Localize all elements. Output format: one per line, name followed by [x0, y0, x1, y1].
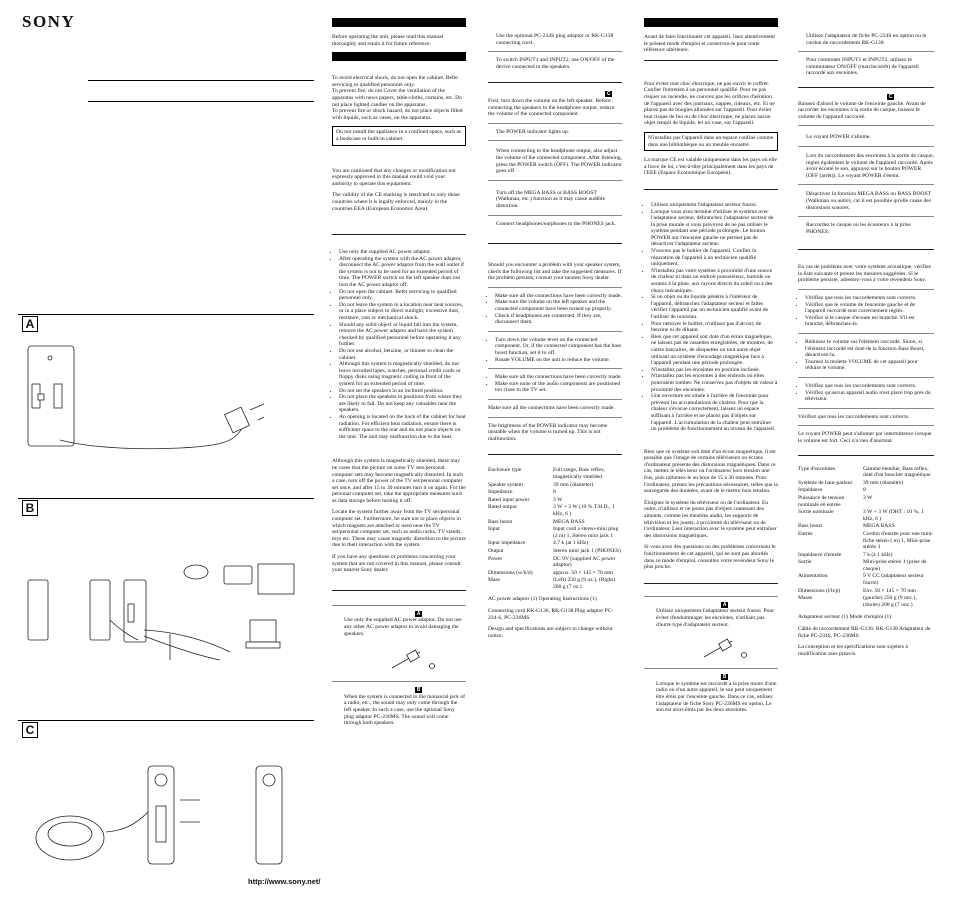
fr-connection-rule: [644, 583, 778, 584]
figure-b-connections: [20, 560, 310, 670]
fr-precaution-item: • Utilisez uniquement l'adaptateur secteur fourni.: [651, 202, 778, 209]
fr-spec-row: Impédance d'entrée 7 k (à 1 kHz): [798, 551, 893, 558]
fr-spec-row: Type d'enceintes Gamme étendue, Bass reflex, doté d'un bouclier magnétique: [798, 465, 931, 479]
fr-install-notice: N'installez pas l'appareil dans un espace confiné comme dans une bibliothèque ou un meuble encastré.: [644, 132, 778, 151]
fr-spec-row: Puissance de tension nominale en entrée 3 W: [798, 494, 873, 508]
en-op-rule: [488, 140, 622, 141]
section-a-rule: [18, 314, 314, 315]
fr-ref-c-tag: C: [888, 93, 893, 100]
section-b-marker: B: [22, 500, 38, 516]
en-spec-row: Dimensions (w/h/d) approx. 50 × 145 × 70 mm: [488, 569, 613, 576]
fr-trouble-intro: En cas de problème avec votre système acoustique, vérifiez la liste suivante et prenez les mesures suggérées. Si le problème persiste, adressez-vous à votre revendeur Sony.: [798, 264, 932, 284]
en-connection-subrule: [332, 605, 466, 606]
plug-adaptor-icon: [332, 642, 466, 676]
fr-spec-row: Masse (gauche) 250 g (9 onc.), (droite) 200 g (7 onc.): [798, 595, 917, 608]
en-precaution-item: • Do not open the cabinet. Refer servicing to qualified personnel only.: [339, 289, 466, 302]
en-trouble-rule: [488, 331, 622, 332]
en-switch-rule: [488, 51, 622, 52]
fr-ref-b-tag: B: [722, 674, 727, 681]
fr-op-3: Lors du raccordement des enceintes à la sortie de casque, réglez également le volume de l'appareil raccordé. Après avoir écouté le son, appuyez sur le bouton POWER (OFF (arrêt)). Le voyant POWER s'éteint.: [806, 152, 934, 179]
fr-connection-subrule: [644, 596, 778, 597]
fr-ce-note: La marque CE est valable uniquement dans les pays où elle a force de loi, c'est-à-dire principalement dans les pays de l'EEE (Espace Economique Européen).: [644, 157, 777, 177]
en-precaution-item: • Do not set the speakers in an inclined position.: [339, 388, 466, 395]
en-precautions-rule: [332, 234, 466, 235]
fr-switch-rule: [798, 51, 934, 52]
en-warn-3: To prevent fire or shock hazard, do not place objects filled with liquids, such as vases, on the apparatus.: [332, 108, 463, 121]
fr-precautions-list: [644, 202, 778, 433]
en-spec-row: Power DC 9V (supplied AC power adaptor): [488, 555, 616, 569]
fr-op-1: Baissez d'abord le volume de l'enceinte gauche. Avant de raccorder les enceintes à la sortie de casque, baissez le volume de l'appareil raccordé.: [798, 100, 926, 120]
en-trouble-item: • Turn down the volume level on the connected component. Or, if the connected component has the bass boost function, set it to off.: [495, 337, 622, 357]
section-c-rule: [18, 720, 314, 721]
fr-supplied: Adaptateur secteur (1) Mode d'emploi (1): [798, 614, 892, 621]
en-precaution-item: • An opening is located on the back of the cabinet for heat radiation. For efficient heat radiation, ensure there is sufficient space to the rear and do not place objects on the unit. The unit may malfunction due to the heat.: [339, 414, 466, 440]
en-op-4: Turn off the MEGA BASS or BASS BOOST (Walkman, etc.) function as it may cause audible distortion.: [496, 189, 606, 209]
fr-trouble-item: • Réduisez le volume sur l'élément raccordé. Sinon, si l'élément raccordé est doté de la fonction Bass Boost, désactivez-la.: [805, 339, 934, 359]
en-op-2: The POWER indicator lights up.: [496, 128, 570, 135]
en-mono-rule: [332, 681, 466, 682]
en-op-1: First, turn down the volume on the left speaker. Before connecting the speakers to the headphone output, reduce the volume of the connected component.: [488, 97, 615, 118]
en-trouble-list-3: [488, 374, 622, 394]
en-connection-rule: [332, 590, 466, 591]
section-b-rule: [18, 498, 314, 499]
en-spec-row: Rated input power 3 W: [488, 496, 563, 503]
fr-tv-1: Bien que ce système soit doté d'un écran magnétique, il est possible que l'image de certains téléviseurs ou écrans d'ordinateur présente des distorsions magnétiques. Dans ce cas, mettez le téléviseur ou l'ordinateur hors tension une fois, puis rallumez-le au bout de 15 à 30 minutes. Pour l'ordinateur, prenez les précautions nécessaires, telles que la sauvegarde des données, avant de le mettre hors tension.: [644, 448, 778, 495]
en-tv-2: Locate the system further away from the TV set/personal computer set. Furthermore, be sure not to place objects in which magnets are attached or used near the TV set/personal computer set, such as audio racks, TV stands, toys etc. These may cause magnetic distortion to the picture due to their interaction with the system.: [332, 509, 466, 549]
en-caution-1: You are cautioned that any changes or modification not expressly approved in this manual could void your authority to operate this equipment.: [332, 167, 456, 187]
en-supplied: AC power adaptor (1) Operating Instructions (1): [488, 596, 597, 603]
fr-trouble-rule: [798, 377, 934, 378]
fr-precaution-item: • Pour nettoyer le boîtier, n'utilisez pas d'alcool, de benzine ni de diluant.: [651, 321, 778, 334]
fr-operation-rule: [798, 87, 934, 88]
fr-precaution-item: • N'installez pas votre système à proximité d'une source de chaleur ni dans un endroit poussiéreux, humide ou soumis à la pluie, aux rayons directs du soleil ou à des chocs mécaniques.: [651, 268, 778, 294]
en-mono-note: When the system is connected to the monaural jack of a radio, etc., the sound may only come through the left speaker. In such a case, use the optional Sony plug adaptor PC-236MS. The sound will come through both speakers.: [344, 693, 466, 727]
fr-trouble-list-2: [798, 339, 934, 372]
en-trouble-rule: [488, 399, 622, 400]
fr-mono-note: Lorsque le système est raccordé à la prise mono d'une radio ou d'un autre appareil, le son peut uniquement être émis par l'enceinte gauche. Dans ce cas, utilisez l'adaptateur de fiche Sony PC-236MS en option. Le son est alors émis par les deux enceintes.: [656, 680, 777, 714]
en-trouble-item: • Make sure all the connections have been correctly made.: [495, 293, 622, 300]
fr-optional: Câble de raccordement RK-G136, RK-G138 Adaptateur de fiche PC-234S, PC-236MS: [798, 626, 931, 639]
fr-precaution-item: • Lorsque vous avez terminé d'utiliser le système avec l'adaptateur secteur, débranchez l'adaptateur secteur de la prise murale si vous prévoyez de ne pas utiliser le système pendant une période prolongée. Le bouton POWER sur l'enceinte gauche ne permet pas de désactiver l'adaptateur secteur.: [651, 209, 778, 249]
fr-trouble-5: Le voyant POWER peut s'allumer par intermittence lorsque le volume est fort. Ceci n'a rien d'anormal.: [798, 431, 932, 444]
ref-a-tag: A: [416, 610, 421, 617]
en-trouble-intro: Should you encounter a problem with your speaker system, check the following list and take the suggested measures. If the problem persists, consult your nearest Sony dealer.: [488, 262, 622, 282]
fr-precaution-item: • Bien que cet appareil soit doté d'un écran magnétique, ne laissez pas de cassettes enregistrées, de montres, de cartes bancaires, de disquettes ou tout autre objet utilisant un système d'encodage magnétique face à l'appareil pendant une période prolongée.: [651, 334, 778, 367]
en-trouble-item: • Make sure all the connections have been correctly made.: [495, 374, 622, 381]
en-op-rule: [488, 215, 622, 216]
en-troubleshooting-rule: [488, 243, 622, 244]
en-intro: Before operating the unit, please read this manual thoroughly and retain it for future reference.: [332, 34, 444, 47]
english-column-2: [488, 0, 622, 644]
fr-trouble-item: • Vérifiez que le volume de l'enceinte gauche et de l'appareil raccordé sont correctement réglés.: [805, 302, 934, 315]
section-c-marker: C: [22, 722, 38, 738]
fr-spec-table: [798, 466, 934, 609]
french-column-2: [798, 0, 934, 662]
brand-logo: SONY: [22, 12, 76, 31]
fr-header-bar: [644, 18, 778, 27]
english-column-1: [332, 0, 466, 732]
en-trouble-item: • Check if headphones are connected. If they are, disconnect them.: [495, 313, 622, 326]
fr-precaution-item: • N'ouvrez pas le boîtier de l'appareil. Confiez la réparation de l'appareil à un technicien qualifié uniquement.: [651, 248, 778, 268]
fr-tv-2: Éloignez le système du téléviseur ou de l'ordinateur. En outre, n'utilisez et ne posez pas d'objets contenant des aimants, comme les meubles audio, les supports de télévision et les jouets, à proximité du téléviseur ou de l'ordinateur. Leur interaction avec le système peut entraîner des distorsions magnétiques.: [644, 499, 777, 539]
en-op-rule: [488, 180, 622, 181]
en-optional: Connecting cord RK-G136, RK-G138 Plug adaptor PC-234-S, PC-236MS: [488, 608, 614, 621]
fr-mono-rule: [644, 668, 778, 669]
en-trouble-list-2: [488, 337, 622, 363]
section-a-marker: A: [22, 316, 38, 332]
en-op-rule: [488, 123, 622, 124]
fr-trouble-item: • Vérifiez que tous les raccordements sont corrects.: [805, 295, 934, 302]
en-precaution-item: • Do not place the speakers in positions from where they are likely to fall. Do not keep any valuables near the speakers.: [339, 394, 466, 414]
en-warning-bar: [332, 52, 466, 61]
en-precaution-item: • Should any solid object or liquid fall into the system, remove the AC power adaptor and have the system checked by qualified personnel before operating it any further.: [339, 322, 466, 348]
fr-spec-row: Entrée Cordon d'entrée pour une mini-fiche stéréo ( m) 1, Mini-prise stéréo 1: [798, 530, 934, 551]
en-spec-row: Input Input cord a stereo-mini plug (2 m) 1, Stereo mini jack 1: [488, 526, 619, 539]
en-trouble-item: • Make sure the volume on the left speaker and the connected component have been turned up properly.: [495, 299, 622, 312]
fr-trouble-item: • Tournez la molette VOLUME de cet appareil pour réduire le volume.: [805, 359, 934, 372]
fr-precaution-item: • Si un objet ou du liquide pénètre à l'intérieur de l'appareil, débranchez l'adaptateur secteur et faites vérifier l'appareil par un technicien qualifié avant de l'utiliser de nouveau.: [651, 294, 778, 320]
en-spec-table: [488, 467, 622, 590]
en-trouble-4: Make sure all the connections have been correctly made.: [488, 405, 615, 411]
figure-c-headphones: [20, 760, 310, 870]
en-operation-rule: [488, 82, 622, 83]
fr-trouble-item: • Vérifiez si le casque d'écoute est branché. S'il est branché, débranchez-le.: [805, 315, 934, 328]
en-trouble-item: • Make sure none of the audio components are positioned too close to the TV set.: [495, 381, 622, 394]
en-design-note: Design and specifications are subject to change without notice.: [488, 626, 613, 639]
en-switch-note: To switch INPUT1 and INPUT2, use ON/OFF of the device connected to the speakers.: [496, 57, 615, 70]
fr-spec-row: Sortie nominale 3 W + 3 W (DHT : 10 %, 1 kHz, 6 ): [798, 509, 924, 522]
fr-design-note: La conception et les spécifications sont sujettes à modification sans préavis.: [798, 644, 908, 657]
en-precaution-item: • Use only the supplied AC power adaptor.: [339, 249, 466, 256]
en-spec-row: Enclosure type Full range, Bass reflex, magnetically shielded: [488, 467, 606, 480]
figure-a-speakers-adaptor: [20, 336, 310, 466]
en-install-notice: Do not install the appliance in a confined space, such as a bookcase or built-in cabinet.: [332, 126, 466, 145]
fr-precaution-item: • N'installez pas les enceintes à des endroits où elles pourraient tomber. Ne conservez pas d'objets de valeur à proximité des enceintes.: [651, 373, 778, 393]
fr-troubleshooting-rule: [798, 249, 934, 250]
fr-adaptor-note: Utilisez uniquement l'adaptateur secteur fourni. Pour éviter d'endommager les enceintes, n'utilisez pas d'autre type d'adaptateur secteur.: [656, 608, 775, 628]
en-spec-row: Input impedance 4.7 k (at 1 kHz): [488, 540, 589, 547]
fr-warn: Pour éviter tout choc électrique, ne pas ouvrir le coffret. Confier l'entretien à un personnel qualifié. Pour ne pas risquer un incendie, ne couvrez pas les orifices d'aération de l'appareil avec des journaux, nappes, rideaux, etc. Et ne placez pas de bougies allumées sur l'appareil. Pour éviter tout risque de feu ou de choc électrique, ne placez aucun objet rempli de liquide, tel un vase, sur l'appareil.: [644, 80, 775, 127]
fr-spec-row: Système de haut-parleur 39 mm (diamètre): [798, 479, 904, 486]
en-specifications-rule: [488, 454, 622, 455]
en-tv-1: Although this system is magnetically shielded, there may be cases that the picture on some TV sets/personal computer sets may become magnetically distorted. In such a case, turn off the power of the TV set/personal computer set once, and after 15 to 30 minutes turn it on again. For the personal computer set, take the appropriate measures such as data storage before turning it off.: [332, 458, 466, 504]
fr-op-2: Le voyant POWER s'allume.: [806, 134, 871, 141]
fr-trouble-rule: [798, 408, 934, 409]
fr-specifications-rule: [798, 455, 934, 456]
fr-trouble-rule: [798, 289, 934, 290]
fr-precaution-item: • Une ouverture est située à l'arrière de l'enceinte pour prévenir les accumulations de chaleur. Pour que la chaleur s'évacue correctement, laissez un espace suffisant à l'arrière et ne placez pas d'objets sur l'appareil. L'accumulation de la chaleur peut entraîner un problème de fonctionnement au niveau de l'appareil.: [651, 393, 778, 433]
en-plug-adaptor-note: Use the optional PC-234S plug adaptor or RK-G138 connecting cord.: [496, 33, 614, 46]
en-warn-1: To avoid electrical shock, do not open the cabinet. Refer servicing to qualified personnel only.: [332, 75, 459, 88]
fr-trouble-list-1: [798, 295, 934, 328]
en-op-3: When connecting to the headphone output, also adjust the volume of the connected component. After listening, press the POWER switch (OFF). The POWER indicator goes off.: [496, 148, 622, 175]
en-precautions-list: [332, 249, 466, 440]
fr-spec-row: Sortie Mini-prise stéréo 1 (prise de casque): [798, 559, 927, 572]
fr-plug-adaptor-icon: [644, 633, 778, 663]
en-precaution-item: • Although this system is magnetically shielded, do not leave recorded tapes, watches, personal credit cards or floppy disks using magnetic coding in front of the system for an extended period of time.: [339, 361, 466, 387]
en-spec-row: Mass (Left) 250 g (9 oz.), (Right) 200 g (7 oz.): [488, 577, 615, 590]
fr-spec-row: Alimentation 9 V CC (adaptateur secteur fourni): [798, 573, 924, 587]
en-warn-2: To prevent fire, do not Cover the ventilation of the apparatus with news papers, table-cloths, curtains, etc. Do not place lighted candles on the apparatus.: [332, 88, 463, 108]
fr-trouble-list-3: [798, 383, 934, 403]
en-spec-row: Rated output 3 W + 3 W (10 % T.H.D., 1 kHz, 6 ): [488, 504, 615, 517]
en-spec-row: Speaker system 39 mm (diameter): [488, 481, 594, 488]
en-precaution-item: • Do not use alcohol, benzine, or thinner to clean the cabinet.: [339, 348, 466, 361]
en-trouble-rule: [488, 368, 622, 369]
sony-website[interactable]: http://www.sony.net/: [248, 877, 321, 886]
ref-c-tag: C: [606, 91, 611, 98]
fr-spec-row: Dimensions (l/h/p) Env. 50 × 145 × 70 mm: [798, 587, 917, 594]
en-caution-2: The validity of the CE marking is restricted to only those countries where it is legally enforced, mainly in the countries EEA (European Economic Area).: [332, 192, 460, 212]
en-spec-row: Impedance 8: [488, 489, 556, 496]
fr-op-rule: [798, 184, 934, 185]
en-trouble-item: • Rotate VOLUME on the unit to reduce the volume.: [495, 357, 622, 364]
fr-op-rule: [798, 146, 934, 147]
fr-tv-3: Si vous avez des questions ou des problèmes concernant le fonctionnement de cet appareil, qui ne sont pas abordés dans ce mode d'emploi, consultez votre revendeur Sony le plus proche.: [644, 544, 776, 571]
french-column-1: [644, 0, 778, 719]
en-op-5: Connect headphones/earphones to the PHONES jack.: [496, 220, 616, 227]
fr-warning-rule: [644, 60, 778, 61]
fr-trouble-4: Vérifiez que tous les raccordements sont corrects.: [798, 413, 910, 420]
en-tv-3: If you have any questions or problems concerning your system that are not covered in this manual, please consult your nearest Sony dealer.: [332, 554, 461, 574]
title-rule-2: [88, 101, 314, 102]
ref-b-tag: B: [416, 687, 421, 694]
fr-precaution-item: • N'installez pas les enceintes en position inclinée.: [651, 367, 778, 374]
en-trouble-list-1: [488, 293, 622, 326]
fr-trouble-item: • Vérifiez qu'aucun appareil audio n'est placé trop près du téléviseur.: [805, 390, 934, 403]
en-adaptor-note: Use only the supplied AC power adaptor. Do not use any other AC power adaptor to avoid damaging the speakers.: [344, 617, 462, 637]
fr-spec-row: Impédance 8: [798, 487, 866, 494]
fr-op-5: Raccordez le casque ou les écouteurs à la prise PHONES.: [806, 222, 911, 235]
en-trouble-5: The brightness of the POWER indicator may become unstable when the volume is turned up. This is not malfunction.: [488, 422, 608, 442]
fr-op-4: Désactivez la fonction MEGA BASS ou BASS BOOST (Walkman ou autre), car il est possible qu'elle cause des distorsions sonores.: [806, 191, 931, 211]
en-header-bar: [332, 18, 466, 27]
fr-trouble-rule: [798, 425, 934, 426]
en-spec-row: Bass boost MEGA BASS: [488, 518, 585, 525]
fr-op-rule: [798, 125, 934, 126]
fr-switch-note: Pour commuter INPUT1 et INPUT2, utilisez le commutateur ON/OFF (marche/arrêt) de l'appareil raccordé aux enceintes.: [806, 57, 919, 77]
fr-spec-row: Bass boost MEGA BASS: [798, 523, 895, 530]
en-precaution-item: • After operating the system with the AC power adaptor, disconnect the AC power adaptor from the wall outlet if the system is not to be used for an extended period of time. The POWER switch on the left speaker does not turn the AC power adaptor off.: [339, 256, 466, 289]
fr-op-rule: [798, 216, 934, 217]
fr-trouble-item: • Vérifiez que tous les raccordements sont corrects.: [805, 383, 934, 390]
fr-intro: Avant de faire fonctionner cet appareil, lisez attentivement le présent mode d'emploi et conservez-le pour toute référence ultérieure.: [644, 34, 775, 54]
en-trouble-rule: [488, 417, 622, 418]
fr-precautions-rule: [644, 189, 778, 190]
en-spec-row: Output Stereo mini jack 1 (PHONES): [488, 547, 621, 554]
en-precaution-item: • Do not leave the system in a location near heat sources, or in a place subject to direct sunlight, excessive dust, moisture, rain or mechanical shock.: [339, 302, 466, 322]
en-trouble-rule: [488, 287, 622, 288]
title-rule: [88, 80, 314, 81]
fr-trouble-rule: [798, 333, 934, 334]
fr-ref-a-tag: A: [722, 601, 727, 608]
fr-plug-adaptor-note: Utilisez l'adaptateur de fiche PC-234S en option ou le cordon de raccordement RK-G138.: [806, 33, 927, 46]
